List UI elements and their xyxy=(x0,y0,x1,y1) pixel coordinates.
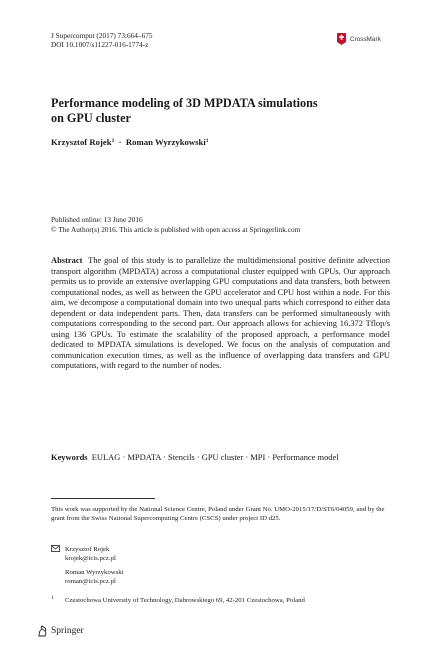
author-name[interactable]: Krzysztof Rojek xyxy=(51,137,112,147)
keyword: Performance model xyxy=(272,452,339,462)
author-affiliation-mark: 1 xyxy=(111,138,115,144)
copyright-notice: © The Author(s) 2016. This article is published with open access at Springerlink.com xyxy=(51,225,301,234)
footnote-divider xyxy=(51,498,155,499)
abstract-label: Abstract xyxy=(51,255,83,265)
affiliation-text: Czestochowa University of Technology, Dabrowskiego 69, 42-201 Czestochowa, Poland xyxy=(65,597,305,604)
author-separator: · xyxy=(118,137,122,147)
crossmark-icon xyxy=(336,32,347,46)
title-line: Performance modeling of 3D MPDATA simulations xyxy=(51,96,318,110)
abstract-text: The goal of this study is to parallelize the multidimensional positive definite advection transport algorithm (MPDATA) across a computational cluster equipped with GPUs. Our approach permits us to provide an extensive overlapping GPU computations and data transfers, both between computational nodes, as well as between the GPU accelerator and CPU host within a node. For this aim, we decompose a computational domain into two unequal parts which correspond to either data dependent or data independent parts. Then, data transfers can be performed simultaneously with computations corresponding to the second part. Our approach allows for achieving 16.372 Tflop/s using 136 GPUs. To estimate the scalability of the proposed approach, a performance model dedicated to MPDATA simulations is developed. We focus on the analysis of computation and communication execution times, as well as the influence of overlapping data transfers and GPU computations, with regard to the number of nodes. xyxy=(51,255,390,371)
author-list xyxy=(51,137,209,147)
author-affiliation-mark: 1 xyxy=(205,138,209,144)
author-name[interactable]: Roman Wyrzykowski xyxy=(125,137,206,147)
keywords-label: Keywords xyxy=(51,452,88,462)
keyword-separator: · xyxy=(120,452,128,462)
doi-line[interactable]: DOI 10.1007/s11227-016-1774-z xyxy=(51,40,149,49)
correspondent-name: Roman Wyrzykowski xyxy=(65,569,124,577)
published-date: Published online: 13 June 2016 xyxy=(51,215,143,224)
keyword-separator: · xyxy=(160,452,168,462)
publisher-logo xyxy=(37,625,84,637)
affiliation-number: 1 xyxy=(51,595,54,601)
abstract xyxy=(51,255,390,371)
keywords-list xyxy=(92,452,339,462)
keyword: MPDATA xyxy=(127,452,161,462)
correspondent-email[interactable]: krojek@icis.pcz.pl xyxy=(65,555,116,563)
keywords xyxy=(51,452,390,463)
journal-citation: J Supercomput (2017) 73:664–675 xyxy=(51,31,153,40)
title-line: on GPU cluster xyxy=(51,111,131,125)
crossmark-label: CrossMark xyxy=(350,35,381,43)
springer-horse-icon xyxy=(37,625,48,637)
keyword-separator: · xyxy=(265,452,273,462)
envelope-icon xyxy=(51,545,60,552)
keyword-separator: · xyxy=(194,452,202,462)
publication-info xyxy=(51,215,300,235)
publisher-name: Springer xyxy=(51,626,84,636)
paper-title xyxy=(51,96,381,126)
funding-footnote: This work was supported by the National Science Centre, Poland under Grant No. UMO-2015/17/D/ST6/04059, and by the grant from the Swiss National Supercomputing Centre (CSCS) under project ID d25. xyxy=(51,506,385,523)
keyword: MPI xyxy=(250,452,266,462)
crossmark-badge[interactable] xyxy=(336,30,388,48)
keyword: Stencils xyxy=(168,452,195,462)
keyword: GPU cluster xyxy=(201,452,244,462)
keyword-separator: · xyxy=(243,452,251,462)
keyword: EULAG xyxy=(91,452,121,462)
correspondent-name: Krzysztof Rojek xyxy=(65,546,110,553)
correspondent-email[interactable]: roman@icis.pcz.pl xyxy=(65,578,116,586)
correspondence-list xyxy=(65,545,124,586)
